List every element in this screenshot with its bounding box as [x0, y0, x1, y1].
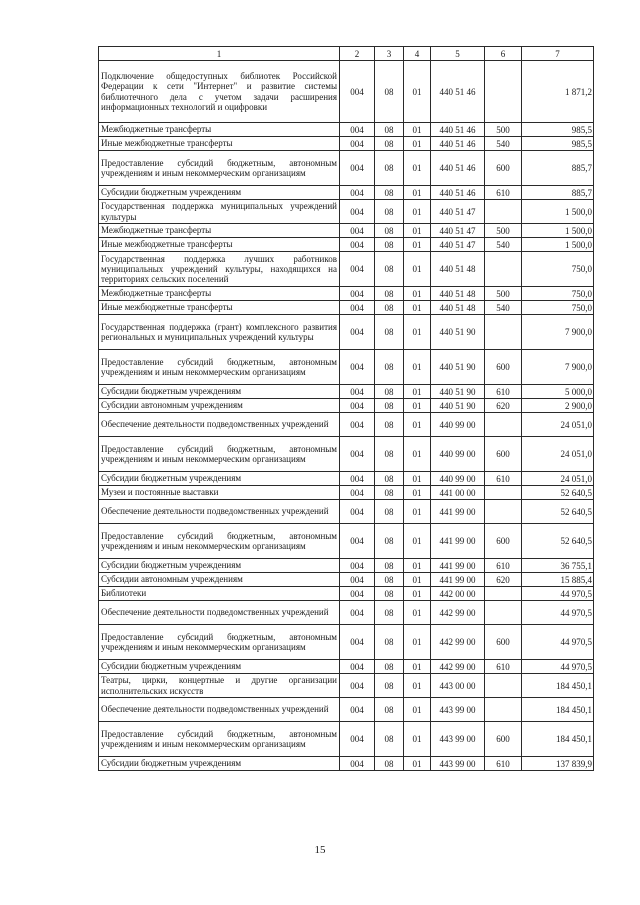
- section-code-cell: 08: [375, 757, 404, 771]
- expense-type-cell: [485, 252, 522, 287]
- admin-code-cell: 004: [340, 472, 375, 486]
- expense-type-cell: 610: [485, 385, 522, 399]
- subsection-code-cell: 01: [404, 137, 431, 151]
- subsection-code-cell: 01: [404, 559, 431, 573]
- admin-code-cell: 004: [340, 186, 375, 200]
- section-code-cell: 08: [375, 486, 404, 500]
- header-cell: 5: [431, 47, 485, 61]
- target-article-cell: 441 99 00: [431, 524, 485, 559]
- subsection-code-cell: 01: [404, 660, 431, 674]
- expense-type-cell: 610: [485, 559, 522, 573]
- table-row: [99, 674, 594, 698]
- header-cell: 7: [522, 47, 594, 61]
- table-row: [99, 301, 594, 315]
- row-name-cell: Субсидии бюджетным учреждениям: [99, 385, 340, 399]
- row-name-cell: Субсидии бюджетным учреждениям: [99, 757, 340, 771]
- subsection-code-cell: 01: [404, 350, 431, 385]
- row-name-cell: Музеи и постоянные выставки: [99, 486, 340, 500]
- table-row: [99, 413, 594, 437]
- table-row: [99, 486, 594, 500]
- admin-code-cell: 004: [340, 601, 375, 625]
- header-cell: 6: [485, 47, 522, 61]
- row-name-cell: Государственная поддержка (грант) комплексного развития региональных и муниципальных учреждений культуры: [99, 315, 340, 350]
- target-article-cell: 440 51 47: [431, 238, 485, 252]
- section-code-cell: 08: [375, 315, 404, 350]
- section-code-cell: 08: [375, 350, 404, 385]
- section-code-cell: 08: [375, 186, 404, 200]
- subsection-code-cell: 01: [404, 500, 431, 524]
- expense-type-cell: 600: [485, 524, 522, 559]
- section-code-cell: 08: [375, 660, 404, 674]
- section-code-cell: 08: [375, 722, 404, 757]
- amount-cell: 52 640,5: [522, 486, 594, 500]
- section-code-cell: 08: [375, 200, 404, 224]
- section-code-cell: 08: [375, 238, 404, 252]
- table-row: [99, 722, 594, 757]
- table-row: [99, 399, 594, 413]
- subsection-code-cell: 01: [404, 61, 431, 123]
- amount-cell: 44 970,5: [522, 587, 594, 601]
- admin-code-cell: 004: [340, 524, 375, 559]
- row-name-cell: Обеспечение деятельности подведомственных учреждений: [99, 500, 340, 524]
- target-article-cell: 442 99 00: [431, 660, 485, 674]
- admin-code-cell: 004: [340, 698, 375, 722]
- section-code-cell: 08: [375, 437, 404, 472]
- target-article-cell: 440 99 00: [431, 437, 485, 472]
- subsection-code-cell: 01: [404, 437, 431, 472]
- amount-cell: 885,7: [522, 186, 594, 200]
- table-row: [99, 61, 594, 123]
- subsection-code-cell: 01: [404, 151, 431, 186]
- table-row: [99, 350, 594, 385]
- subsection-code-cell: 01: [404, 601, 431, 625]
- amount-cell: 184 450,1: [522, 722, 594, 757]
- row-name-cell: Предоставление субсидий бюджетным, автономным учреждениям и иным некоммерческим организациям: [99, 437, 340, 472]
- row-name-cell: Иные межбюджетные трансферты: [99, 238, 340, 252]
- table-row: [99, 757, 594, 771]
- target-article-cell: 440 51 46: [431, 151, 485, 186]
- admin-code-cell: 004: [340, 61, 375, 123]
- target-article-cell: 443 99 00: [431, 722, 485, 757]
- target-article-cell: 441 00 00: [431, 486, 485, 500]
- row-name-cell: Подключение общедоступных библиотек Российской Федерации к сети "Интернет" и развитие системы библиотечного дела с учетом задачи расширения информационных технологий и оцифровки: [99, 61, 340, 123]
- amount-cell: 750,0: [522, 287, 594, 301]
- expense-type-cell: 610: [485, 757, 522, 771]
- amount-cell: 15 885,4: [522, 573, 594, 587]
- target-article-cell: 440 51 46: [431, 137, 485, 151]
- row-name-cell: Субсидии бюджетным учреждениям: [99, 472, 340, 486]
- subsection-code-cell: 01: [404, 123, 431, 137]
- subsection-code-cell: 01: [404, 224, 431, 238]
- admin-code-cell: 004: [340, 500, 375, 524]
- expense-type-cell: 610: [485, 660, 522, 674]
- admin-code-cell: 004: [340, 573, 375, 587]
- amount-cell: 52 640,5: [522, 500, 594, 524]
- admin-code-cell: 004: [340, 238, 375, 252]
- subsection-code-cell: 01: [404, 757, 431, 771]
- subsection-code-cell: 01: [404, 186, 431, 200]
- row-name-cell: Межбюджетные трансферты: [99, 123, 340, 137]
- row-name-cell: Предоставление субсидий бюджетным, автономным учреждениям и иным некоммерческим организациям: [99, 625, 340, 660]
- table-row: [99, 186, 594, 200]
- amount-cell: 137 839,9: [522, 757, 594, 771]
- amount-cell: 44 970,5: [522, 601, 594, 625]
- section-code-cell: 08: [375, 224, 404, 238]
- table-row: [99, 472, 594, 486]
- row-name-cell: Субсидии бюджетным учреждениям: [99, 559, 340, 573]
- subsection-code-cell: 01: [404, 399, 431, 413]
- expense-type-cell: 600: [485, 350, 522, 385]
- amount-cell: 5 000,0: [522, 385, 594, 399]
- header-cell: 3: [375, 47, 404, 61]
- table-row: [99, 385, 594, 399]
- row-name-cell: Государственная поддержка муниципальных учреждений культуры: [99, 200, 340, 224]
- table-row: [99, 287, 594, 301]
- section-code-cell: 08: [375, 413, 404, 437]
- target-article-cell: 440 51 46: [431, 61, 485, 123]
- row-name-cell: Предоставление субсидий бюджетным, автономным учреждениям и иным некоммерческим организациям: [99, 722, 340, 757]
- expense-type-cell: [485, 587, 522, 601]
- subsection-code-cell: 01: [404, 486, 431, 500]
- table-row: [99, 698, 594, 722]
- target-article-cell: 440 51 46: [431, 186, 485, 200]
- header-cell: 1: [99, 47, 340, 61]
- admin-code-cell: 004: [340, 660, 375, 674]
- amount-cell: 7 900,0: [522, 350, 594, 385]
- admin-code-cell: 004: [340, 151, 375, 186]
- target-article-cell: 440 51 48: [431, 252, 485, 287]
- subsection-code-cell: 01: [404, 674, 431, 698]
- section-code-cell: 08: [375, 61, 404, 123]
- subsection-code-cell: 01: [404, 698, 431, 722]
- target-article-cell: 440 51 90: [431, 350, 485, 385]
- admin-code-cell: 004: [340, 385, 375, 399]
- target-article-cell: 442 99 00: [431, 625, 485, 660]
- expense-type-cell: [485, 674, 522, 698]
- expense-type-cell: [485, 61, 522, 123]
- admin-code-cell: 004: [340, 301, 375, 315]
- amount-cell: 24 051,0: [522, 472, 594, 486]
- subsection-code-cell: 01: [404, 301, 431, 315]
- target-article-cell: 441 99 00: [431, 573, 485, 587]
- amount-cell: 1 500,0: [522, 238, 594, 252]
- subsection-code-cell: 01: [404, 573, 431, 587]
- amount-cell: 1 500,0: [522, 200, 594, 224]
- amount-cell: 985,5: [522, 137, 594, 151]
- expense-type-cell: 600: [485, 437, 522, 472]
- expense-type-cell: [485, 315, 522, 350]
- row-name-cell: Театры, цирки, концертные и другие организации исполнительских искусств: [99, 674, 340, 698]
- target-article-cell: 440 51 90: [431, 385, 485, 399]
- section-code-cell: 08: [375, 472, 404, 486]
- target-article-cell: 443 00 00: [431, 674, 485, 698]
- expense-type-cell: 540: [485, 137, 522, 151]
- expense-type-cell: 500: [485, 224, 522, 238]
- header-cell: 2: [340, 47, 375, 61]
- table-row: [99, 660, 594, 674]
- amount-cell: 750,0: [522, 301, 594, 315]
- expense-type-cell: 610: [485, 472, 522, 486]
- subsection-code-cell: 01: [404, 385, 431, 399]
- section-code-cell: 08: [375, 287, 404, 301]
- amount-cell: 36 755,1: [522, 559, 594, 573]
- expense-type-cell: 610: [485, 186, 522, 200]
- row-name-cell: Субсидии автономным учреждениям: [99, 399, 340, 413]
- amount-cell: 2 900,0: [522, 399, 594, 413]
- table-row: [99, 123, 594, 137]
- section-code-cell: 08: [375, 151, 404, 186]
- expense-type-cell: 620: [485, 573, 522, 587]
- section-code-cell: 08: [375, 524, 404, 559]
- admin-code-cell: 004: [340, 123, 375, 137]
- admin-code-cell: 004: [340, 722, 375, 757]
- admin-code-cell: 004: [340, 625, 375, 660]
- subsection-code-cell: 01: [404, 287, 431, 301]
- expense-type-cell: 620: [485, 399, 522, 413]
- target-article-cell: 440 99 00: [431, 472, 485, 486]
- row-name-cell: Предоставление субсидий бюджетным, автономным учреждениям и иным некоммерческим организациям: [99, 151, 340, 186]
- subsection-code-cell: 01: [404, 200, 431, 224]
- amount-cell: 985,5: [522, 123, 594, 137]
- amount-cell: 44 970,5: [522, 660, 594, 674]
- amount-cell: 184 450,1: [522, 698, 594, 722]
- expense-type-cell: [485, 413, 522, 437]
- table-row: [99, 587, 594, 601]
- target-article-cell: 440 51 90: [431, 399, 485, 413]
- target-article-cell: 440 51 90: [431, 315, 485, 350]
- target-article-cell: 440 51 46: [431, 123, 485, 137]
- table-row: [99, 137, 594, 151]
- expense-type-cell: 500: [485, 287, 522, 301]
- admin-code-cell: 004: [340, 350, 375, 385]
- section-code-cell: 08: [375, 625, 404, 660]
- amount-cell: 24 051,0: [522, 413, 594, 437]
- expense-type-cell: [485, 486, 522, 500]
- table-row: [99, 625, 594, 660]
- section-code-cell: 08: [375, 500, 404, 524]
- subsection-code-cell: 01: [404, 238, 431, 252]
- row-name-cell: Предоставление субсидий бюджетным, автономным учреждениям и иным некоммерческим организациям: [99, 524, 340, 559]
- section-code-cell: 08: [375, 385, 404, 399]
- subsection-code-cell: 01: [404, 625, 431, 660]
- section-code-cell: 08: [375, 573, 404, 587]
- target-article-cell: 443 99 00: [431, 757, 485, 771]
- section-code-cell: 08: [375, 301, 404, 315]
- row-name-cell: Межбюджетные трансферты: [99, 224, 340, 238]
- section-code-cell: 08: [375, 137, 404, 151]
- amount-cell: 44 970,5: [522, 625, 594, 660]
- section-code-cell: 08: [375, 587, 404, 601]
- column-number-header-row: [99, 47, 594, 61]
- admin-code-cell: 004: [340, 437, 375, 472]
- section-code-cell: 08: [375, 698, 404, 722]
- table-row: [99, 151, 594, 186]
- subsection-code-cell: 01: [404, 472, 431, 486]
- amount-cell: 1 871,2: [522, 61, 594, 123]
- header-cell: 4: [404, 47, 431, 61]
- admin-code-cell: 004: [340, 137, 375, 151]
- admin-code-cell: 004: [340, 315, 375, 350]
- admin-code-cell: 004: [340, 559, 375, 573]
- admin-code-cell: 004: [340, 224, 375, 238]
- admin-code-cell: 004: [340, 399, 375, 413]
- amount-cell: 184 450,1: [522, 674, 594, 698]
- row-name-cell: Библиотеки: [99, 587, 340, 601]
- expense-type-cell: 600: [485, 151, 522, 186]
- table-row: [99, 437, 594, 472]
- section-code-cell: 08: [375, 123, 404, 137]
- target-article-cell: 442 00 00: [431, 587, 485, 601]
- expense-type-cell: [485, 500, 522, 524]
- target-article-cell: 440 51 47: [431, 224, 485, 238]
- budget-table-body: [99, 47, 594, 771]
- expense-type-cell: [485, 200, 522, 224]
- target-article-cell: 440 99 00: [431, 413, 485, 437]
- section-code-cell: 08: [375, 601, 404, 625]
- table-row: [99, 200, 594, 224]
- admin-code-cell: 004: [340, 413, 375, 437]
- section-code-cell: 08: [375, 252, 404, 287]
- table-row: [99, 500, 594, 524]
- row-name-cell: Иные межбюджетные трансферты: [99, 137, 340, 151]
- page-number: 15: [314, 844, 326, 856]
- amount-cell: 750,0: [522, 252, 594, 287]
- admin-code-cell: 004: [340, 674, 375, 698]
- admin-code-cell: 004: [340, 587, 375, 601]
- amount-cell: 52 640,5: [522, 524, 594, 559]
- admin-code-cell: 004: [340, 252, 375, 287]
- admin-code-cell: 004: [340, 757, 375, 771]
- subsection-code-cell: 01: [404, 252, 431, 287]
- table-row: [99, 224, 594, 238]
- target-article-cell: 440 51 48: [431, 301, 485, 315]
- subsection-code-cell: 01: [404, 315, 431, 350]
- section-code-cell: 08: [375, 399, 404, 413]
- expense-type-cell: [485, 601, 522, 625]
- subsection-code-cell: 01: [404, 587, 431, 601]
- table-row: [99, 524, 594, 559]
- table-row: [99, 601, 594, 625]
- expense-type-cell: 600: [485, 722, 522, 757]
- row-name-cell: Субсидии автономным учреждениям: [99, 573, 340, 587]
- target-article-cell: 441 99 00: [431, 559, 485, 573]
- subsection-code-cell: 01: [404, 524, 431, 559]
- amount-cell: 885,7: [522, 151, 594, 186]
- row-name-cell: Обеспечение деятельности подведомственных учреждений: [99, 601, 340, 625]
- target-article-cell: 440 51 48: [431, 287, 485, 301]
- admin-code-cell: 004: [340, 486, 375, 500]
- row-name-cell: Государственная поддержка лучших работников муниципальных учреждений культуры, находящихся на территориях сельских поселений: [99, 252, 340, 287]
- table-row: [99, 559, 594, 573]
- admin-code-cell: 004: [340, 200, 375, 224]
- subsection-code-cell: 01: [404, 413, 431, 437]
- target-article-cell: 442 99 00: [431, 601, 485, 625]
- expense-type-cell: 540: [485, 301, 522, 315]
- table-row: [99, 238, 594, 252]
- subsection-code-cell: 01: [404, 722, 431, 757]
- target-article-cell: 443 99 00: [431, 698, 485, 722]
- target-article-cell: 440 51 47: [431, 200, 485, 224]
- table-row: [99, 573, 594, 587]
- expense-type-cell: 500: [485, 123, 522, 137]
- admin-code-cell: 004: [340, 287, 375, 301]
- amount-cell: 1 500,0: [522, 224, 594, 238]
- row-name-cell: Предоставление субсидий бюджетным, автономным учреждениям и иным некоммерческим организациям: [99, 350, 340, 385]
- row-name-cell: Субсидии бюджетным учреждениям: [99, 660, 340, 674]
- row-name-cell: Межбюджетные трансферты: [99, 287, 340, 301]
- section-code-cell: 08: [375, 674, 404, 698]
- expense-type-cell: 600: [485, 625, 522, 660]
- section-code-cell: 08: [375, 559, 404, 573]
- row-name-cell: Иные межбюджетные трансферты: [99, 301, 340, 315]
- expense-type-cell: 540: [485, 238, 522, 252]
- amount-cell: 24 051,0: [522, 437, 594, 472]
- amount-cell: 7 900,0: [522, 315, 594, 350]
- row-name-cell: Обеспечение деятельности подведомственных учреждений: [99, 698, 340, 722]
- table-row: [99, 252, 594, 287]
- table-row: [99, 315, 594, 350]
- expense-type-cell: [485, 698, 522, 722]
- budget-table: [98, 46, 594, 771]
- row-name-cell: Субсидии бюджетным учреждениям: [99, 186, 340, 200]
- row-name-cell: Обеспечение деятельности подведомственных учреждений: [99, 413, 340, 437]
- target-article-cell: 441 99 00: [431, 500, 485, 524]
